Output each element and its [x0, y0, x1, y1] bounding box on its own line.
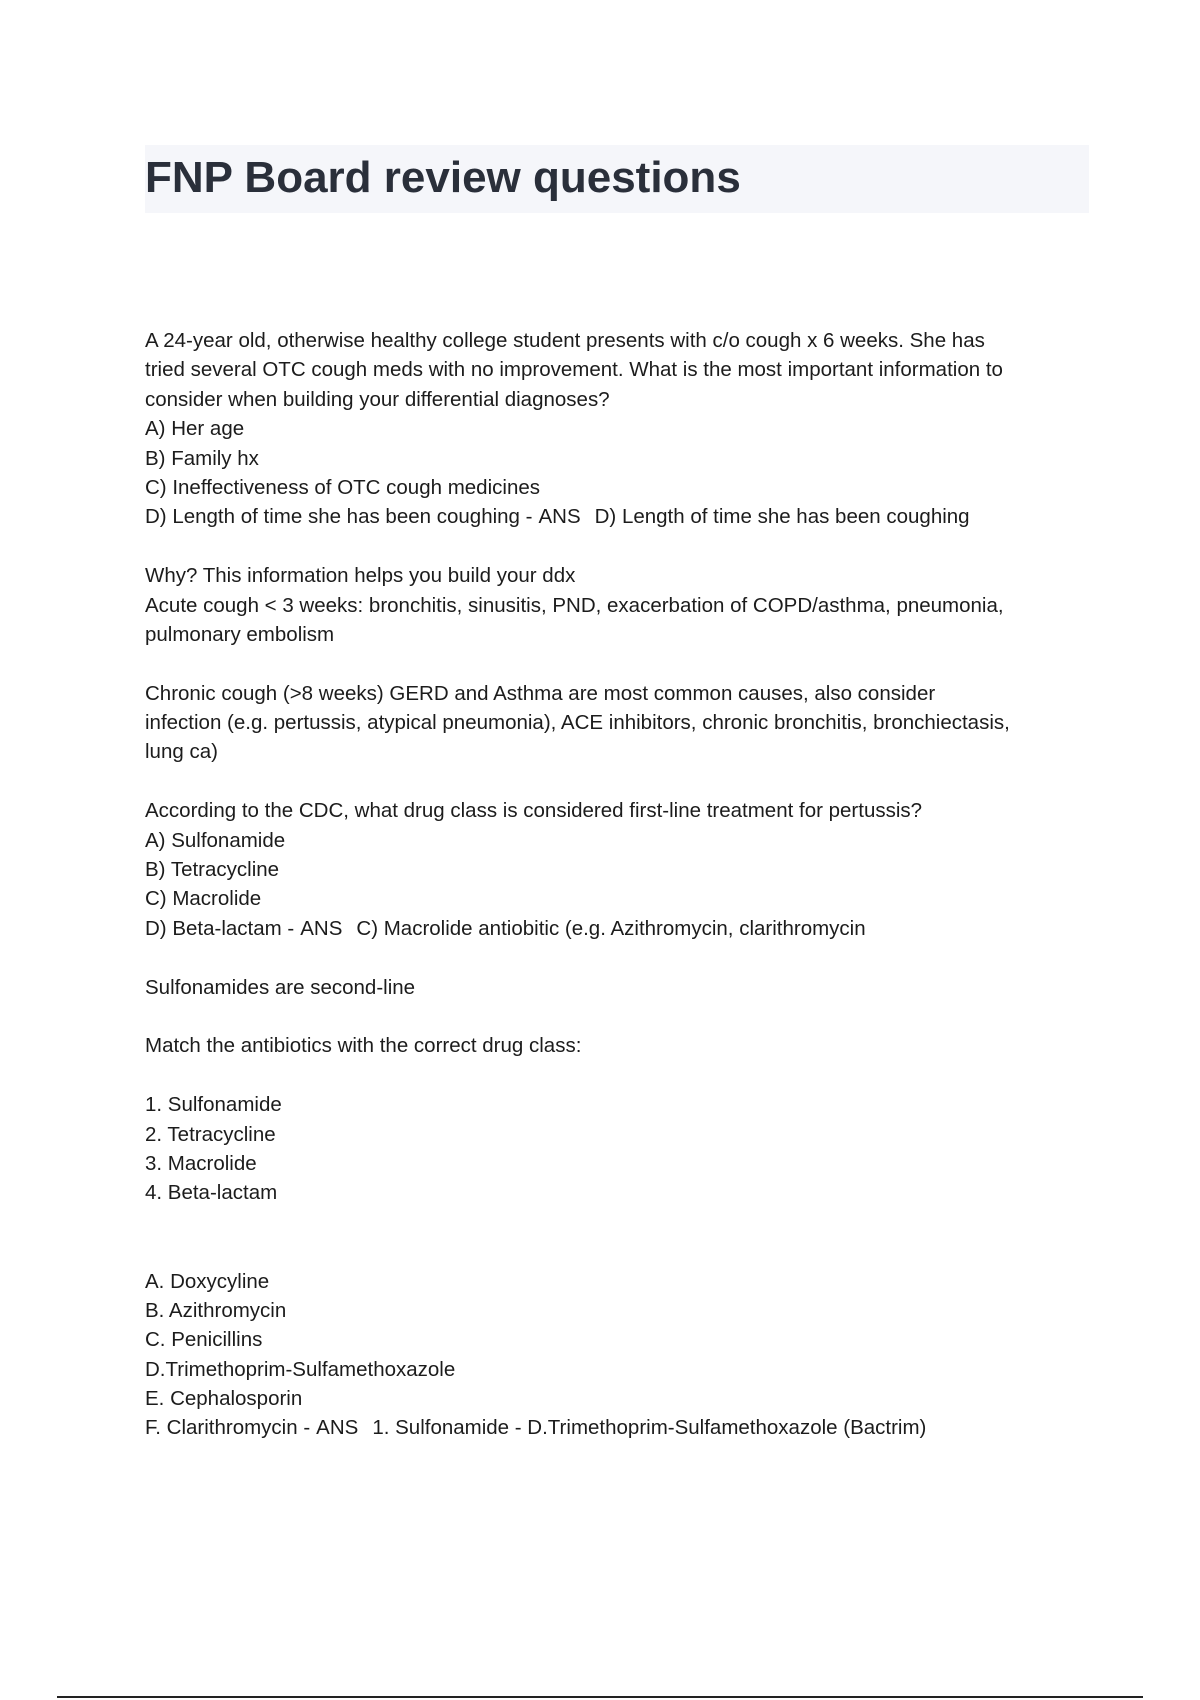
question-3-drug-item: E. Cephalosporin	[145, 1387, 303, 1411]
spacer	[145, 1061, 1090, 1090]
question-1-chronic-line: Chronic cough (>8 weeks) GERD and Asthma are most common causes, also consider	[145, 681, 936, 705]
question-2-stem: According to the CDC, what drug class is considered first-line treatment for pertussis?	[145, 799, 923, 823]
spacer	[145, 532, 1090, 561]
question-1-stem-line: tried several OTC cough meds with no improvement. What is the most important information to	[145, 358, 1003, 382]
question-3-class-item: 2. Tetracycline	[145, 1122, 276, 1146]
question-2-option-c: C) Macrolide	[145, 887, 262, 911]
question-3-drug-item: B. Azithromycin	[145, 1298, 287, 1322]
spacer	[145, 649, 1090, 678]
question-1-option-d-answer-line	[145, 502, 1090, 531]
spacer	[145, 767, 1090, 796]
question-1-stem-line: consider when building your differential diagnoses?	[145, 387, 610, 411]
question-2-answer: C) Macrolide antiobitic (e.g. Azithromycin, clarithromycin	[356, 916, 866, 940]
question-1-acute-line: pulmonary embolism	[145, 622, 335, 646]
question-3-class-item: 4. Beta-lactam	[145, 1181, 278, 1205]
question-2-note: Sulfonamides are second-line	[145, 975, 416, 999]
page-title: FNP Board review questions	[145, 153, 741, 202]
spacer	[145, 1002, 1090, 1031]
spacer	[145, 1237, 1090, 1266]
document-body	[145, 326, 1090, 1443]
question-3-drug-item: F. Clarithromycin -	[145, 1416, 311, 1440]
question-2-option-d-answer-line	[145, 914, 1090, 943]
question-1	[145, 326, 1090, 767]
question-1-option-d: D) Length of time she has been coughing -	[145, 505, 533, 529]
question-3-class-item: 3. Macrolide	[145, 1151, 257, 1175]
question-1-chronic-line: infection (e.g. pertussis, atypical pneumonia), ACE inhibitors, chronic bronchitis, bronchiectasis,	[145, 711, 1010, 735]
answer-label: ANS	[300, 916, 343, 940]
question-1-why: Why? This information helps you build your ddx	[145, 564, 576, 588]
question-2-option-b: B) Tetracycline	[145, 858, 280, 882]
answer-label: ANS	[538, 505, 581, 529]
question-3-drug-answer-line	[145, 1413, 1090, 1442]
footer-divider	[57, 1696, 1143, 1698]
question-2-option-a: A) Sulfonamide	[145, 828, 286, 852]
question-2	[145, 796, 1090, 1002]
spacer	[145, 943, 1090, 972]
question-2-option-d: D) Beta-lactam -	[145, 916, 295, 940]
spacer	[145, 1208, 1090, 1237]
question-1-chronic-line: lung ca)	[145, 740, 218, 764]
question-1-option-b: B) Family hx	[145, 446, 259, 470]
question-1-option-c: C) Ineffectiveness of OTC cough medicines	[145, 475, 540, 499]
question-3-answer: 1. Sulfonamide - D.Trimethoprim-Sulfamethoxazole (Bactrim)	[372, 1416, 927, 1440]
question-1-acute-line: Acute cough < 3 weeks: bronchitis, sinusitis, PND, exacerbation of COPD/asthma, pneumonia,	[145, 593, 1004, 617]
question-3-drug-item: C. Penicillins	[145, 1328, 263, 1352]
answer-label: ANS	[316, 1416, 359, 1440]
question-1-option-a: A) Her age	[145, 417, 245, 441]
question-3-class-item: 1. Sulfonamide	[145, 1093, 282, 1117]
question-3-drug-item: D.Trimethoprim-Sulfamethoxazole	[145, 1357, 456, 1381]
question-1-answer: D) Length of time she has been coughing	[594, 505, 970, 529]
question-3	[145, 1031, 1090, 1442]
question-3-stem: Match the antibiotics with the correct drug class:	[145, 1034, 582, 1058]
question-3-drug-item: A. Doxycyline	[145, 1269, 270, 1293]
question-1-stem-line: A 24-year old, otherwise healthy college student presents with c/o cough x 6 weeks. She has	[145, 329, 985, 352]
